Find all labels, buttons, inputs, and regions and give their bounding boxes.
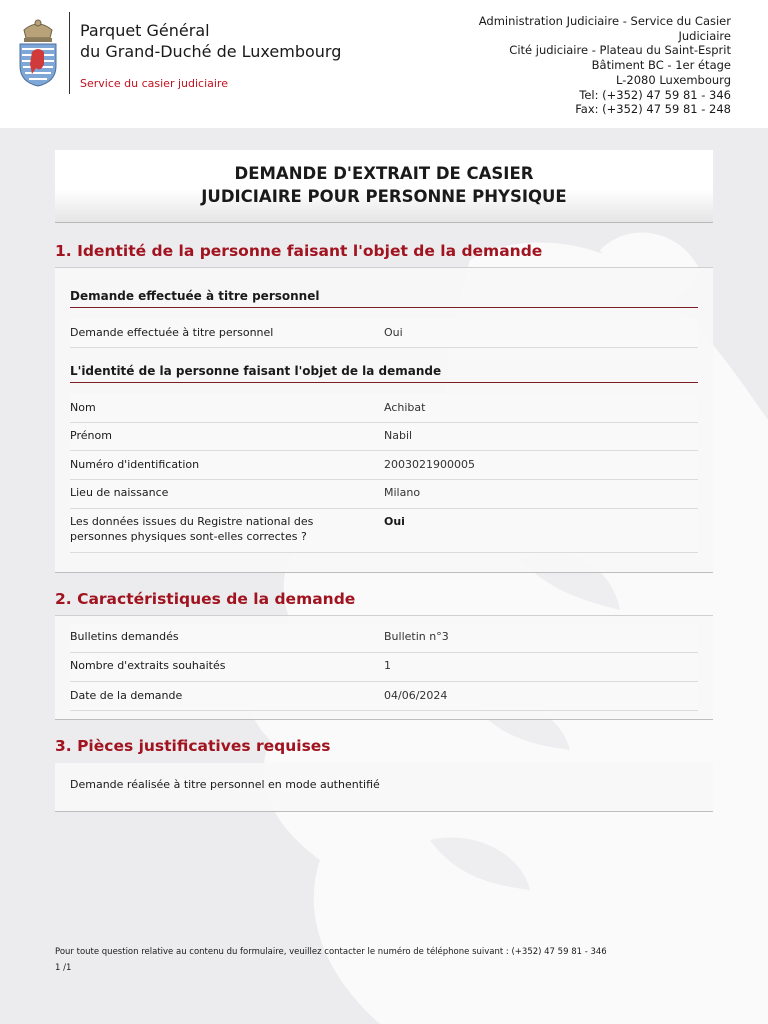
organization-name-line1: Parquet Général: [80, 21, 210, 40]
field-label: Lieu de naissance: [70, 486, 169, 499]
table-row: [70, 451, 698, 480]
field-label: Date de la demande: [70, 689, 183, 702]
field-label: Nombre d'extraits souhaités: [70, 659, 226, 672]
fax-line: Fax: (+352) 47 59 81 - 248: [575, 102, 731, 117]
field-value: Oui: [384, 515, 405, 528]
document-title: [55, 150, 713, 223]
identity-heading: L'identité de la personne faisant l'objet de la demande: [70, 364, 698, 383]
section3-title: 3. Pièces justificatives requises: [55, 737, 331, 755]
organization-name-line2: du Grand-Duché de Luxembourg: [80, 42, 342, 61]
table-row: [70, 624, 698, 653]
table-row: [70, 394, 698, 423]
header-divider: [69, 12, 70, 94]
supporting-documents-text: Demande réalisée à titre personnel en mode authentifié: [70, 778, 380, 791]
service-name: Service du casier judiciaire: [80, 77, 228, 90]
field-label: Demande effectuée à titre personnel: [70, 326, 274, 339]
table-row: [70, 480, 698, 509]
field-value: 2003021900005: [384, 458, 475, 471]
field-label: Bulletins demandés: [70, 630, 179, 643]
section3-body: [55, 763, 713, 812]
organization-name: [80, 20, 380, 62]
table-row: [70, 682, 698, 711]
field-value: Bulletin n°3: [384, 630, 449, 643]
section1-body: [55, 267, 713, 573]
table-row: [70, 423, 698, 451]
field-value: 04/06/2024: [384, 689, 448, 702]
field-label: Les données issues du Registre national des personnes physiques sont-elles correctes ?: [70, 515, 314, 543]
table-row: [70, 653, 698, 682]
table-row: [70, 509, 698, 553]
address-block: [471, 14, 731, 117]
field-value: Achibat: [384, 401, 426, 414]
address-line: Judiciaire: [678, 28, 731, 43]
page-header: [0, 0, 768, 128]
footer-contact: Pour toute question relative au contenu du formulaire, veuillez contacter le numéro de téléphone suivant : (+352) 47 59 81 - 346: [55, 947, 607, 957]
section2-body: [55, 615, 713, 720]
field-label: Prénom: [70, 429, 112, 442]
page-footer: [55, 944, 607, 976]
field-value: Milano: [384, 486, 421, 499]
title-line1: DEMANDE D'EXTRAIT DE CASIER: [234, 164, 534, 183]
title-line2: JUDICIAIRE POUR PERSONNE PHYSIQUE: [201, 187, 567, 206]
section1-title: 1. Identité de la personne faisant l'objet de la demande: [55, 242, 543, 260]
address-line: Administration Judiciaire - Service du Casier: [478, 14, 731, 28]
field-value: 1: [384, 659, 391, 672]
address-line: L-2080 Luxembourg: [616, 72, 731, 87]
table-row: [70, 319, 698, 348]
address-line: Cité judiciaire - Plateau du Saint-Esprit: [509, 43, 731, 58]
field-value: Nabil: [384, 429, 413, 442]
section2-title: 2. Caractéristiques de la demande: [55, 590, 356, 608]
field-label: Numéro d'identification: [70, 458, 200, 471]
personal-request-heading: Demande effectuée à titre personnel: [70, 289, 698, 308]
page-number: 1 /1: [55, 963, 72, 973]
address-line: Bâtiment BC - 1er étage: [591, 58, 731, 73]
field-value: Oui: [384, 326, 403, 339]
coat-of-arms-icon: [16, 16, 60, 88]
field-label: Nom: [70, 401, 96, 414]
phone-line: Tel: (+352) 47 59 81 - 346: [579, 87, 731, 102]
